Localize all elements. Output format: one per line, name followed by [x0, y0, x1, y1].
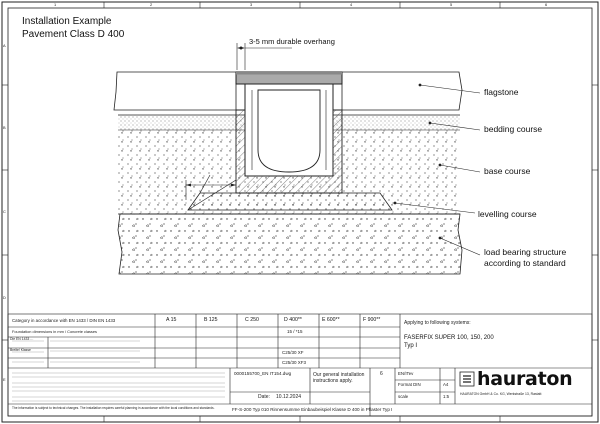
overhang-callout: 3-5 mm durable overhang: [249, 37, 335, 46]
left-small-label-2: Breite/ Klasse: [10, 348, 31, 352]
grid-left-c: C: [3, 209, 6, 214]
category-header: Category in accordance with EN 1433 / DIN EN 1433: [12, 318, 116, 323]
drawing-title-line1: Installation Example: [22, 16, 112, 27]
applying-systems-label: Applying to following systems:: [404, 320, 471, 326]
brand-logo-text: hauraton: [477, 368, 573, 390]
bedding-course-callout: bedding course: [484, 124, 543, 134]
general-instructions: Our general installation instructions apply.: [313, 372, 365, 384]
load-bearing-callout-line1: load bearing structure: [484, 247, 567, 257]
base-course-callout: base course: [484, 166, 531, 176]
d400-foundation-value: 15 / *15: [287, 329, 303, 334]
load-bearing-callout-line2: according to standard: [484, 258, 566, 268]
format-value: A4: [443, 382, 449, 387]
date-value: 10.12.2024: [276, 394, 302, 400]
left-small-label-1: Die EN 1433 …: [10, 337, 34, 341]
grid-left-e: E: [3, 377, 6, 382]
date-label: Date:: [258, 394, 270, 400]
grid-top-1: 1: [54, 2, 57, 7]
grid-top-3: 3: [250, 2, 253, 7]
bottom-caption: FF-S-200 Typ 010 Rinnensumme Einbaubeispiel Klasse D 400 in Pflaster Typ I: [232, 407, 393, 412]
grid-left-b: B: [3, 125, 6, 130]
grid-top-2: 2: [150, 2, 153, 7]
class-a15: A 15: [166, 317, 177, 323]
class-e600: E 600**: [322, 317, 340, 323]
drawing-number: 0000155700_EN IT154.dwg: [234, 371, 292, 376]
class-d400: D 400**: [284, 317, 302, 323]
grid-top-5: 5: [450, 2, 453, 7]
grid-left-d: D: [3, 295, 6, 300]
scale-label: scale: [398, 394, 409, 399]
class-c250: C 250: [245, 317, 259, 323]
system-type: Typ I: [404, 343, 418, 349]
notes-text: The information is subject to technical changes. The installation requires careful planning in accordance with the local conditions and standards.: [12, 406, 215, 410]
scale-value: 1:5: [443, 394, 450, 399]
d400-concrete-value: C25/30 XF: [282, 350, 304, 355]
sheet-code: EN/ITev: [398, 371, 414, 376]
format-label: Format DIN: [398, 382, 421, 387]
grid-top-4: 4: [350, 2, 353, 7]
grid-top-6: 6: [545, 2, 548, 7]
drawing-title-line2: Pavement Class D 400: [22, 29, 125, 40]
class-b125: B 125: [204, 317, 218, 323]
grid-left-a: A: [3, 43, 6, 48]
foundation-row-label: Foundation dimensions in mm / Concrete classes: [12, 329, 97, 334]
company-address: HAURATON GmbH & Co. KG, Werkstraße 13, Rastatt: [460, 392, 542, 396]
class-f900: F 900**: [363, 317, 381, 323]
revision-number: 6: [380, 371, 383, 377]
system-name: FASERFIX SUPER 100, 150, 200: [404, 335, 494, 341]
d400-concrete-value-2: C25/30 XF3: [282, 360, 307, 365]
levelling-course-callout: levelling course: [478, 209, 537, 219]
hauraton-logo-mark: [460, 372, 474, 386]
flagstone-callout: flagstone: [484, 87, 519, 97]
